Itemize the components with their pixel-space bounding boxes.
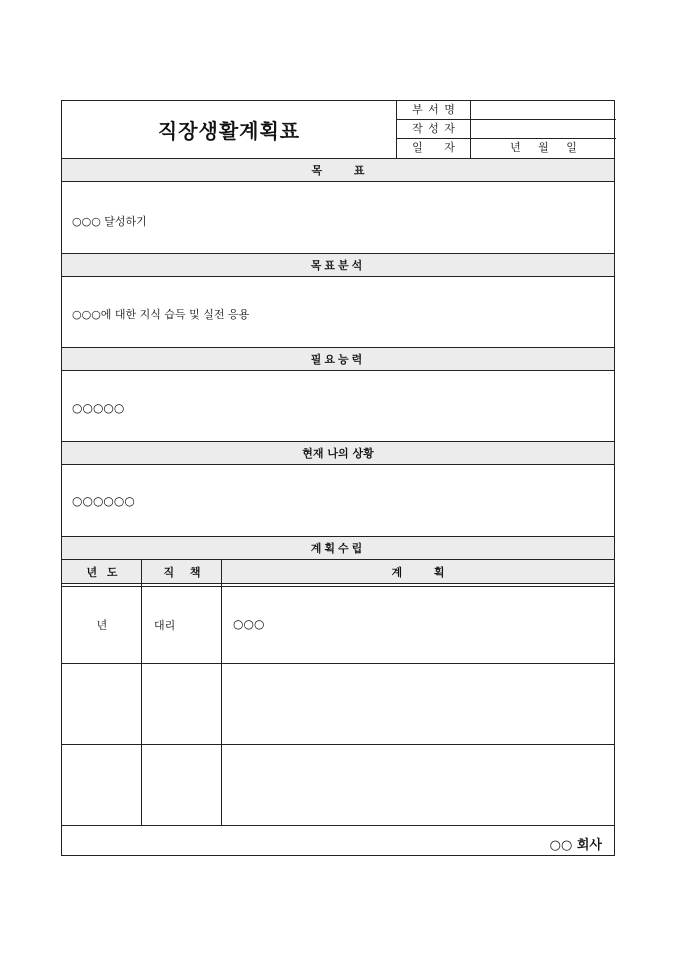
required-skills-header: 필요능력 [62, 347, 614, 371]
row1-position[interactable]: 대리 [154, 619, 176, 632]
goal-analysis-content[interactable]: ○○○에 대한 지식 습득 및 실전 응용 [72, 308, 250, 321]
col-divider-1 [141, 560, 142, 825]
goal-content[interactable]: ○○○ 달성하기 [72, 215, 147, 228]
author-label: 작 성 자 [397, 120, 471, 138]
goal-analysis-header: 목표분석 [62, 253, 614, 277]
row-divider-2 [62, 744, 614, 745]
page-title: 직장생활계획표 [62, 101, 397, 158]
goal-header: 목 표 [62, 158, 614, 182]
dept-value[interactable] [471, 101, 616, 119]
row-divider-1 [62, 663, 614, 664]
header-double-rule [62, 583, 614, 587]
row1-plan[interactable]: ○○○ [233, 617, 265, 631]
current-situation-content[interactable]: ○○○○○○ [72, 494, 135, 508]
company-name: ○○ 회사 [549, 838, 602, 853]
row-divider-3 [62, 825, 614, 826]
required-skills-content[interactable]: ○○○○○ [72, 401, 125, 415]
row1-year[interactable]: 년 [96, 619, 108, 632]
col-plan-header: 계 획 [222, 560, 614, 584]
dept-row [397, 101, 616, 120]
planning-header: 계획수립 [62, 536, 614, 560]
author-value[interactable] [471, 120, 616, 138]
current-situation-header: 현재 나의 상황 [62, 441, 614, 465]
date-value[interactable]: 년 월 일 [510, 141, 577, 154]
date-row [397, 139, 616, 158]
col-divider-2 [221, 560, 222, 825]
col-year-header: 년 도 [62, 560, 142, 584]
col-position-header: 직 책 [142, 560, 222, 584]
author-row [397, 120, 616, 139]
plan-sheet [61, 100, 615, 856]
dept-label: 부 서 명 [397, 101, 471, 119]
date-label: 일 자 [397, 139, 471, 158]
